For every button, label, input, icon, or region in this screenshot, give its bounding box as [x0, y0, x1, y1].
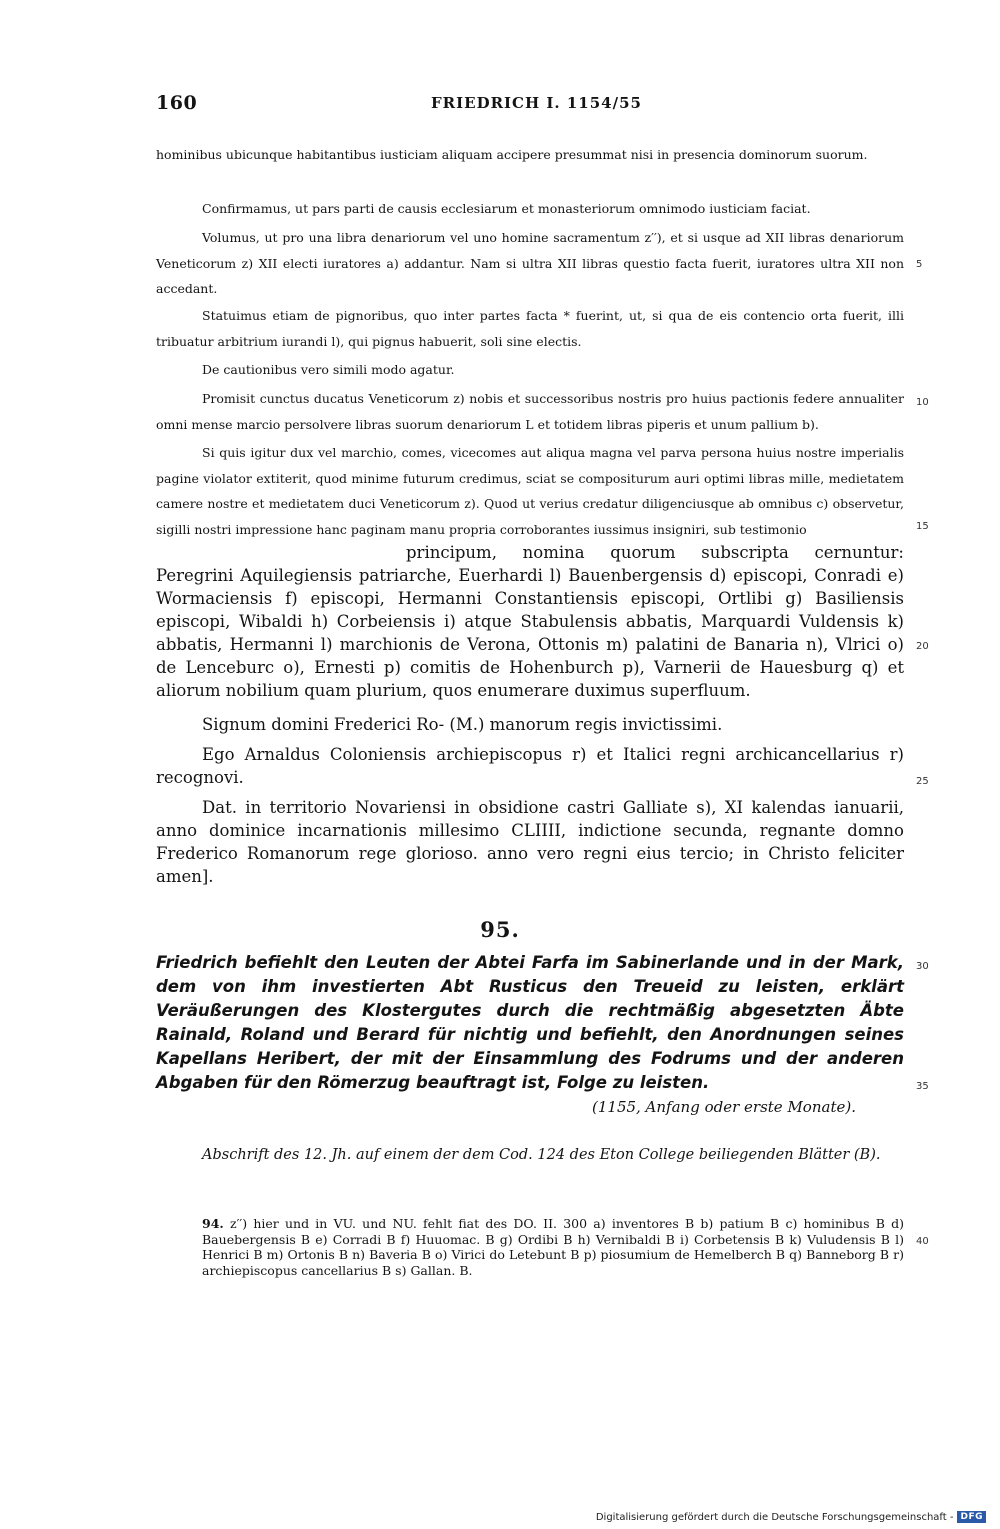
paragraph-2: Confirmamus, ut pars parti de causis ecclesiarum et monasteriorum omnimodo iusticiam faciat.: [202, 201, 811, 216]
line-number: 15: [916, 521, 929, 532]
page-number: 160: [156, 92, 198, 114]
line-number: 40: [916, 1236, 929, 1247]
line-number: 25: [916, 776, 929, 787]
paragraph-7-witnesses: principum, nomina quorum subscripta cernuntur: Peregrini Aquilegiensis patriarche, Euerhardi l) Bauenbergensis d) episcopi, Conradi e) Wormaciensis f) episcopi, Hermanni Constantiensis episcopi, Ortlibi g) Basiliensis episcopi, Wibaldi h) Corbeiensis i) atque Stabulensis abbatis, Marquardi Vuldensis k) abbatis, Hermanni l) marchionis de Verona, Ottonis m) palatini de Banaria n), Vlrici o) de Lenceburc o), Ernesti p) comitis de Hohenburch p), Varnerii de Hauesburg q) et aliorum nobilium quam plurium, quos enumerare duximus superfluum.: [156, 543, 904, 700]
paragraph-4: Statuimus etiam de pignoribus, quo inter partes facta * fuerint, ut, si qua de eis contencio orta fuerit, illi tribuatur arbitrium iurandi l), qui pignus habuerit, soli sine electis.: [156, 308, 904, 349]
footnote-number: 94.: [202, 1216, 224, 1231]
footnotes: [202, 1216, 904, 1278]
document-date: (1155, Anfang oder erste Monate).: [592, 1098, 856, 1116]
footnote-text: z′′) hier und in VU. und NU. fehlt fiat des DO. II. 300 a) inventores B b) patium B c) hominibus B d) Bauebergensis B e) Corradi B f) Huuomac. B g) Ordibi B h) Vernibaldi B i) Corbetensis B k) Vuludensis B l) Henrici B m) Ortonis B n) Baveria B o) Virici do Letebunt B p) piosumium de Hemelberch B q) Banneborg B r) archiepiscopus cancellarius B s) Gallan. B.: [202, 1216, 905, 1278]
line-number: 5: [916, 259, 923, 270]
running-title: FRIEDRICH I. 1154/55: [431, 94, 642, 112]
dfg-logo: DFG: [957, 1511, 986, 1523]
regest-summary: Friedrich befiehlt den Leuten der Abtei Farfa im Sabinerlande und in der Mark, dem von ihm investierten Abt Rusticus den Treueid zu leisten, erklärt Veräußerungen des Klostergutes durch die rechtmäßig abgesetzten Äbte Rainald, Roland und Berard für nichtig und befiehlt, den Anordnungen seines Kapellans Heribert, der mit der Einsammlung des Fodrums und der anderen Abgaben für den Römerzug beauftragt ist, Folge zu leisten.: [156, 953, 904, 1092]
line-number: 35: [916, 1081, 929, 1092]
page-footer: [596, 1511, 986, 1523]
line-number: 20: [916, 641, 929, 652]
document-number: 95.: [480, 917, 520, 942]
line-number: 30: [916, 961, 929, 972]
footer-credit: Digitalisierung gefördert durch die Deutsche Forschungsgemeinschaft -: [595, 1511, 954, 1523]
recognition-line: Ego Arnaldus Coloniensis archiepiscopus r) et Italici regni archicancellarius r) recognovi.: [156, 745, 904, 787]
signum-line: Signum domini Frederici Ro- (M.) manorum regis invictissimi.: [202, 715, 723, 734]
paragraph-6: Promisit cunctus ducatus Veneticorum z) nobis et successoribus nostris pro huius pactionis federe annualiter omni mense marcio persolvere libras suorum denariorum L et totidem libras piperis et unum pallium b).: [156, 391, 904, 432]
paragraph-7: Si quis igitur dux vel marchio, comes, vicecomes aut aliqua magna vel parva persona huius nostre imperialis pagine violator extiterit, quod minime futurum credimus, sciat se compositurum auri optimi libras mille, medietatem camere nostre et medietatem duci Veneticorum z). Quod ut verius credatur diligenciusque ab omnibus c) observetur, sigilli nostri impressione hanc paginam manu propria corroborantes iussimus insigniri, sub testimonio: [156, 445, 904, 537]
paragraph-3: Volumus, ut pro una libra denariorum vel uno homine sacramentum z′′), et si usque ad XII libras denariorum Veneticorum z) XII electi iuratores a) addantur. Nam si ultra XII libras questio facta fuerit, iuratores ultra XII non accedant.: [156, 230, 904, 296]
line-number: 10: [916, 397, 929, 408]
page-header: [156, 92, 904, 118]
paragraph-1: hominibus ubicunque habitantibus iusticiam aliquam accipere presummat nisi in presencia dominorum suorum.: [156, 147, 868, 162]
dating-clause: Dat. in territorio Novariensi in obsidione castri Galliate s), XI kalendas ianuarii, anno dominice incarnationis millesimo CLIIII, indictione secunda, regnante domno Frederico Romanorum rege glorioso. anno vero regni eius tercio; in Christo feliciter amen].: [156, 798, 904, 886]
source-note: Abschrift des 12. Jh. auf einem der dem Cod. 124 des Eton College beiliegenden Blätter (B).: [202, 1147, 881, 1163]
paragraph-5: De cautionibus vero simili modo agatur.: [202, 362, 455, 377]
